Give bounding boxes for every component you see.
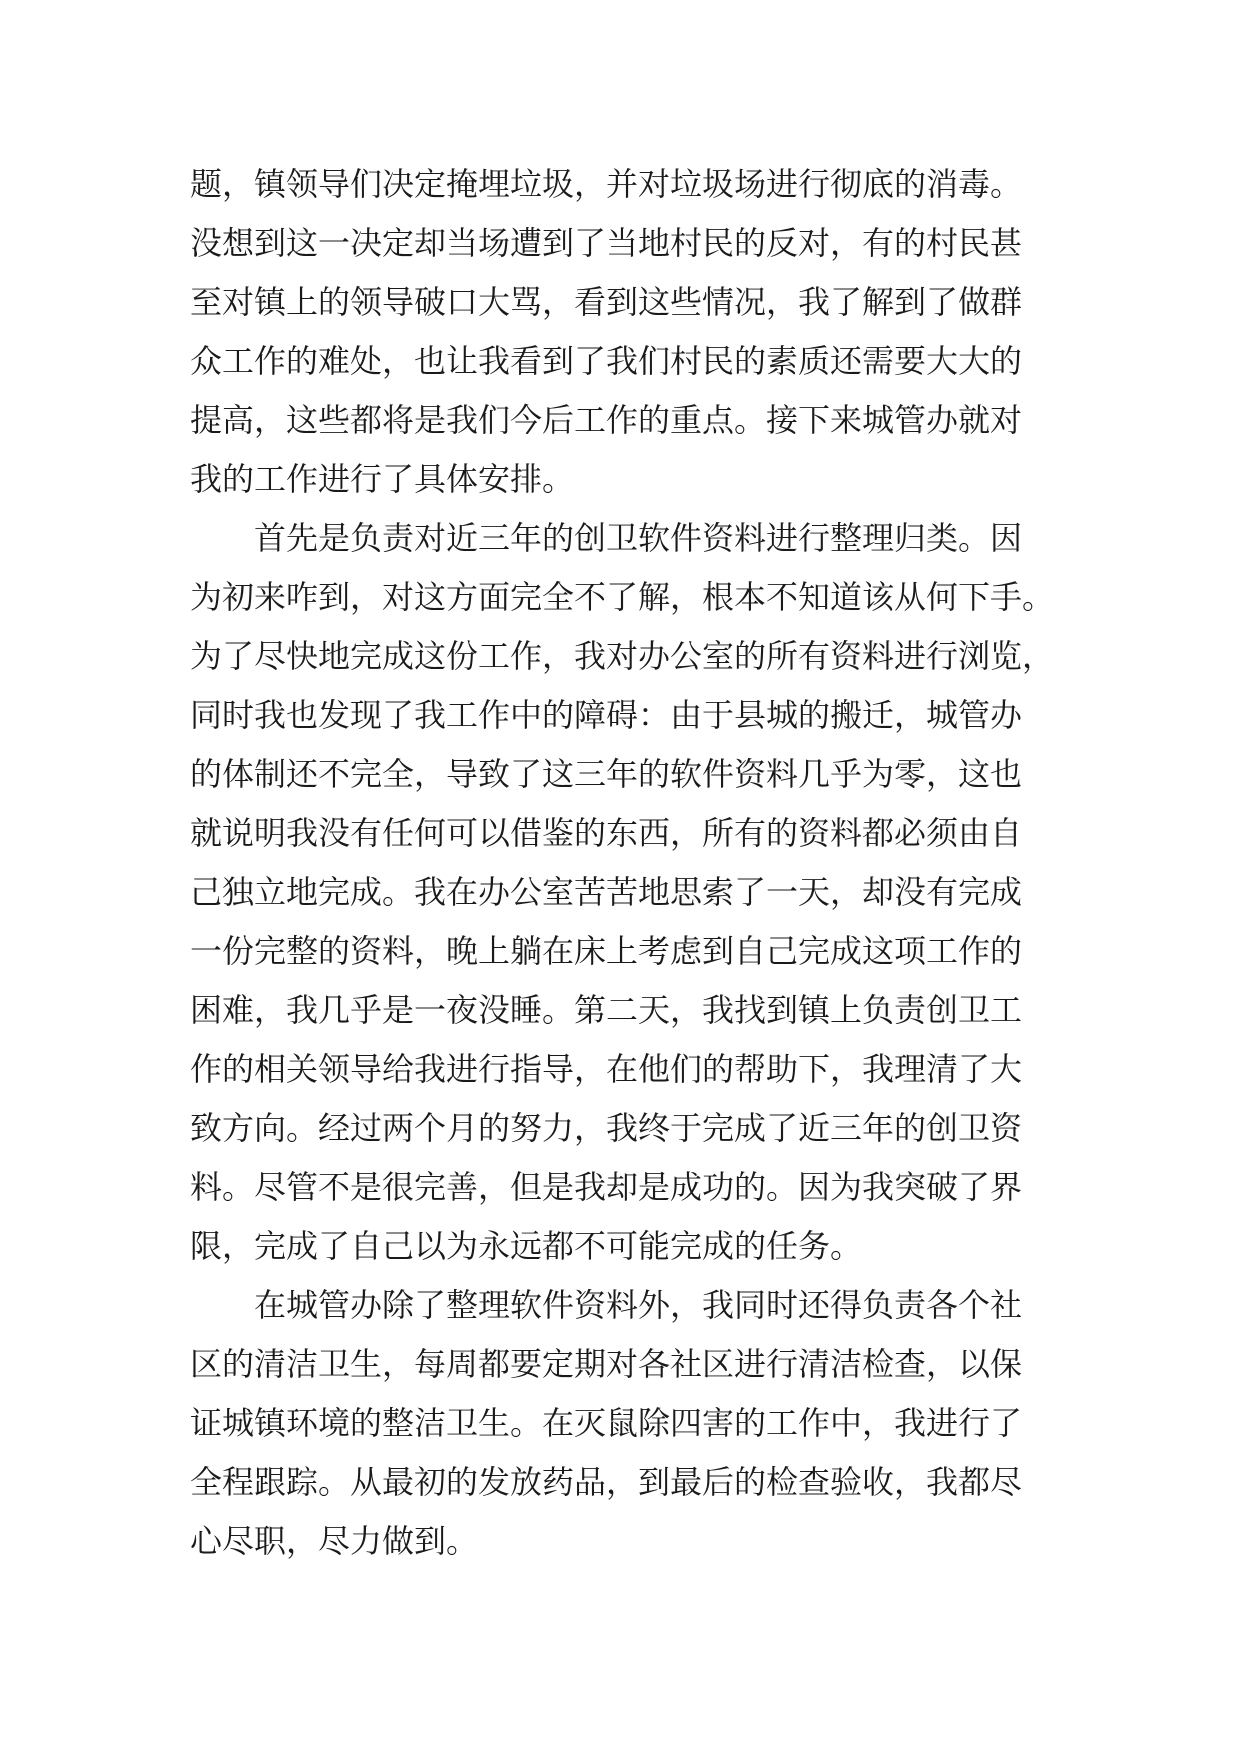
text-line: 作的相关领导给我进行指导，在他们的帮助下，我理清了大 — [190, 1050, 1023, 1088]
text-line: 证城镇环境的整洁卫生。在灭鼠除四害的工作中，我进行了 — [190, 1404, 1023, 1442]
text-line: 区的清洁卫生，每周都要定期对各社区进行清洁检查，以保 — [190, 1345, 1023, 1383]
text-line: 没想到这一决定却当场遭到了当地村民的反对，有的村民甚 — [190, 224, 1023, 262]
text-line: 限，完成了自己以为永远都不可能完成的任务。 — [190, 1227, 863, 1265]
text-line: 我的工作进行了具体安排。 — [190, 460, 575, 498]
text-line: 一份完整的资料，晚上躺在床上考虑到自己完成这项工作的 — [190, 932, 1023, 970]
text-line: 致方向。经过两个月的努力，我终于完成了近三年的创卫资 — [190, 1109, 1023, 1147]
text-line: 为初来咋到，对这方面完全不了解，根本不知道该从何下手。 — [190, 578, 1055, 616]
text-line: 心尽职，尽力做到。 — [190, 1522, 479, 1560]
paragraph-first-line: 首先是负责对近三年的创卫软件资料进行整理归类。因 — [254, 519, 1023, 557]
text-line: 至对镇上的领导破口大骂，看到这些情况，我了解到了做群 — [190, 283, 1023, 321]
text-line: 困难，我几乎是一夜没睡。第二天，我找到镇上负责创卫工 — [190, 991, 1023, 1029]
text-line: 提高，这些都将是我们今后工作的重点。接下来城管办就对 — [190, 401, 1023, 439]
text-line: 众工作的难处，也让我看到了我们村民的素质还需要大大的 — [190, 342, 1023, 380]
paragraph-first-line: 在城管办除了整理软件资料外，我同时还得负责各个社 — [254, 1286, 1023, 1324]
text-line: 同时我也发现了我工作中的障碍：由于县城的搬迁，城管办 — [190, 696, 1023, 734]
text-line: 题，镇领导们决定掩埋垃圾，并对垃圾场进行彻底的消毒。 — [190, 165, 1023, 203]
text-line: 料。尽管不是很完善，但是我却是成功的。因为我突破了界 — [190, 1168, 1023, 1206]
text-line: 己独立地完成。我在办公室苦苦地思索了一天，却没有完成 — [190, 873, 1023, 911]
text-line: 全程跟踪。从最初的发放药品，到最后的检查验收，我都尽 — [190, 1463, 1023, 1501]
body-text — [190, 155, 1070, 1571]
text-line: 就说明我没有任何可以借鉴的东西，所有的资料都必须由自 — [190, 814, 1023, 852]
text-line: 为了尽快地完成这份工作，我对办公室的所有资料进行浏览， — [190, 637, 1055, 675]
text-line: 的体制还不完全，导致了这三年的软件资料几乎为零，这也 — [190, 755, 1023, 793]
